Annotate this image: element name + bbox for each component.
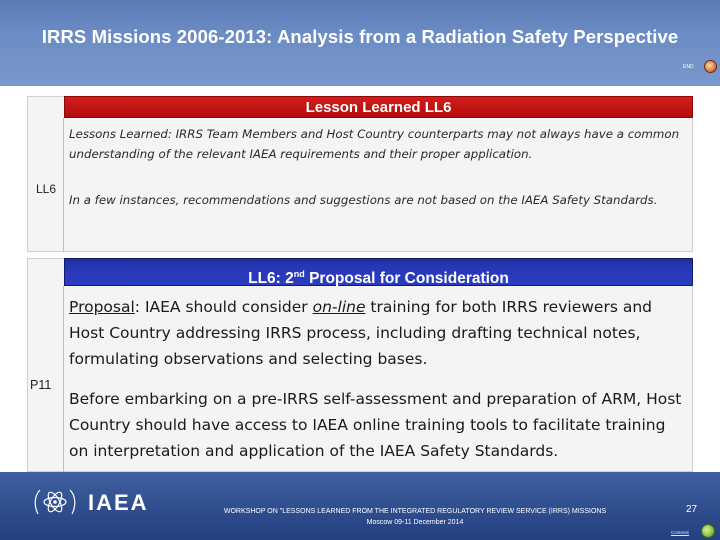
proposal-title-part-b: Proposal for Consideration [304,270,509,287]
lesson-learned-box [27,96,693,252]
proposal-body-a: : IAEA should consider [134,298,313,316]
header-bar [0,0,720,86]
lesson-learned-text-2: In a few instances, recommendations and suggestions are not based on the IAEA Safety Standards. [69,193,658,207]
lessons-learned-lead: Lessons Learned: [69,127,172,141]
workshop-line-2: Moscow 09-11 December 2014 [366,519,464,526]
end-button-icon[interactable] [704,60,717,73]
workshop-line-1: WORKSHOP ON "LESSONS LEARNED FROM THE INTEGRATED REGULATORY REVIEW SERVICE (IRRS) MISSIONS [223,508,607,515]
proposal-lead: Proposal [69,298,135,316]
proposal-text-2: Before embarking on a pre-IRRS self-assessment and preparation of ARM, Host Country should have access to IAEA online training tools to facilitate training on interpretation and application of the IAEA Safety Standards. [69,390,682,460]
lesson-learned-text [69,124,689,164]
proposal-body-b: training for both IRRS reviewers and Host Country addressing IRRS process, including drafting technical notes, formulating observations and selecting bases. [69,298,652,368]
row-label-p11: P11 [30,378,52,392]
workshop-caption [190,506,640,528]
lesson-learned-title: Lesson Learned LL6 [64,96,693,118]
row-label-ll6: LL6 [36,182,57,196]
end-label[interactable]: END [683,64,694,70]
proposal-title [64,258,693,286]
online-term: on-line [312,298,366,316]
proposal-title-sup: nd [293,269,305,279]
slide-title: IRRS Missions 2006-2013: Analysis from a Radiation Safety Perspective [41,26,679,47]
contents-link[interactable]: Contents [671,530,690,535]
nav-forward-icon[interactable] [701,524,715,538]
proposal-title-part-a: LL6: 2 [248,270,294,287]
iaea-logo-text: IAEA [88,490,149,515]
lessons-learned-body: IRRS Team Members and Host Country counterparts may not always have a common understanding of the relevant IAEA requirements and their proper application. [69,127,680,161]
iaea-atom-logo-icon [30,484,80,520]
page-number: 27 [686,504,698,515]
proposal-text [69,294,689,372]
